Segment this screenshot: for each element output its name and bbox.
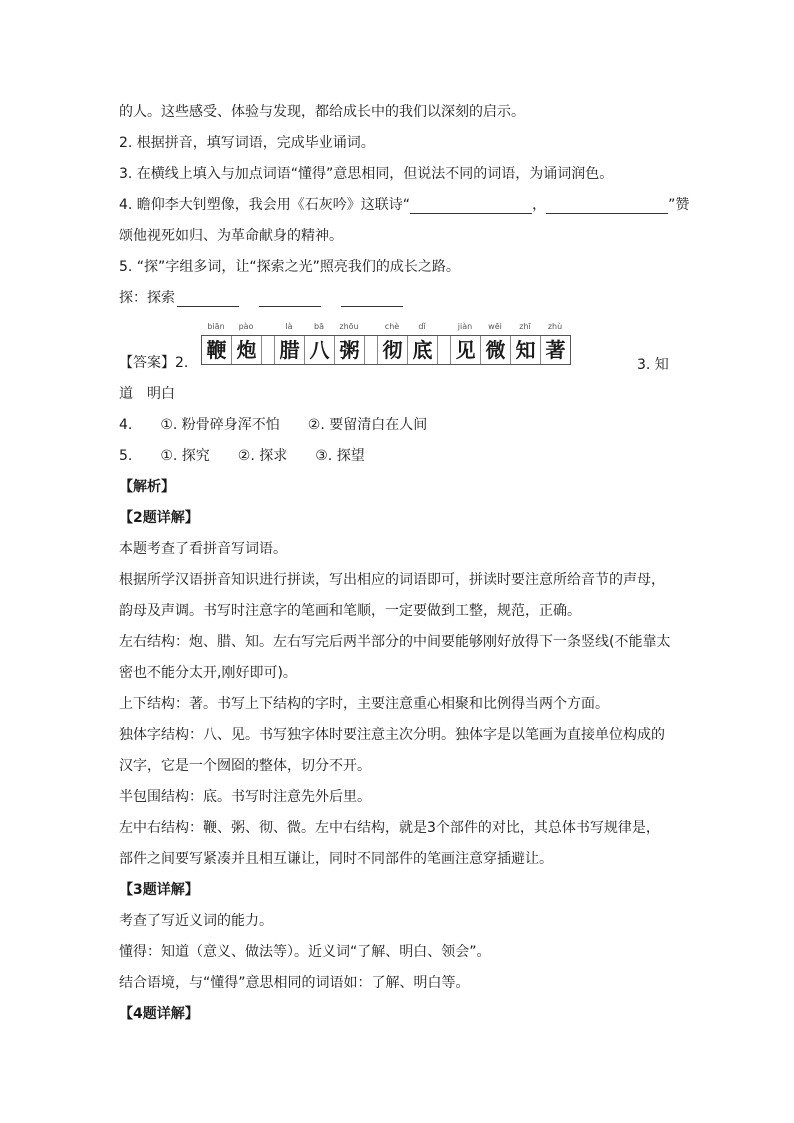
pinyin-label: biān xyxy=(207,322,225,331)
tan-prefix: 探：探索 xyxy=(119,290,175,306)
pinyin-label xyxy=(261,321,274,335)
grid-spacer-cell xyxy=(262,336,275,364)
pinyin-character-grid xyxy=(201,321,571,365)
paragraph: 本题考查了看拼音写词语。 xyxy=(119,541,287,557)
paragraph: 韵母及声调。书写时注意字的笔画和笔顺，一定要做到工整，规范，正确。 xyxy=(119,603,581,619)
pinyin-label: dǐ xyxy=(418,322,426,331)
answer-5: 5. ①. 探究 ②. 探求 ③. 探望 xyxy=(119,448,365,464)
answer-3-content: 道 明白 xyxy=(119,386,175,402)
character-cell: 底 xyxy=(408,336,438,364)
answer-3-number: 3. 知 xyxy=(637,357,669,373)
pinyin-label: chè xyxy=(384,322,400,331)
paragraph: 左右结构：炮、腊、知。左右写完后两半部分的中间要能够刚好放得下一条竖线(不能靠太 xyxy=(119,634,671,650)
question-3: 3. 在横线上填入与加点词语“懂得”意思相同，但说法不同的词语，为诵词润色。 xyxy=(119,166,614,182)
answer-4: 4. ①. 粉骨碎身浑不怕 ②. 要留清白在人间 xyxy=(119,417,428,433)
q2-heading: 【2题详解】 xyxy=(119,510,199,526)
q4-heading: 【4题详解】 xyxy=(119,1006,199,1022)
question-5: 5. “探”字组多词，让“探索之光”照亮我们的成长之路。 xyxy=(119,259,460,275)
paragraph: 考查了写近义词的能力。 xyxy=(119,913,273,929)
paragraph: 结合语境，与“懂得”意思相同的词语如：了解、明白等。 xyxy=(119,975,470,991)
text-line-1: 的人。这些感受、体验与发现，都给成长中的我们以深刻的启示。 xyxy=(119,104,525,120)
pinyin-label: zhōu xyxy=(339,322,359,331)
answer-blank[interactable] xyxy=(546,199,668,214)
character-cell: 见 xyxy=(451,336,481,364)
paragraph: 懂得：知道（意义、做法等）。近义词“了解、明白、领会”。 xyxy=(119,944,491,960)
question-2: 2. 根据拼音，填写词语，完成毕业诵词。 xyxy=(119,135,375,151)
question-4-line-1 xyxy=(119,196,689,214)
answer-label: 【答案】2. xyxy=(119,355,189,371)
tan-word-line xyxy=(119,289,403,307)
answer-blank[interactable] xyxy=(341,292,403,307)
paragraph: 根据所学汉语拼音知识进行拼读，写出相应的词语即可，拼读时要注意所给音节的声母， xyxy=(119,572,665,588)
paragraph: 上下结构：著。书写上下结构的字时，主要注意重心相聚和比例得当两个方面。 xyxy=(119,696,609,712)
paragraph: 密也不能分太开,刚好即可)。 xyxy=(119,665,297,681)
pinyin-label: wēi xyxy=(488,322,502,331)
question-4-comma: ， xyxy=(532,197,547,213)
paragraph: 半包围结构：底。书写时注意先外后里。 xyxy=(119,789,371,805)
character-cell: 知 xyxy=(511,336,541,364)
pinyin-label xyxy=(437,321,450,335)
pinyin-label: jiàn xyxy=(457,322,473,331)
character-cell: 彻 xyxy=(378,336,408,364)
character-cell: 鞭 xyxy=(202,336,232,364)
paragraph: 左中右结构：鞭、粥、彻、微。左中右结构，就是3个部件的对比，其总体书写规律是， xyxy=(119,820,660,836)
answer-blank[interactable] xyxy=(410,199,532,214)
question-4-line-2: 颂他视死如归、为革命献身的精神。 xyxy=(119,228,343,244)
analysis-title: 【解析】 xyxy=(119,479,175,495)
answer-blank[interactable] xyxy=(177,292,239,307)
character-cell: 微 xyxy=(481,336,511,364)
character-cell: 炮 xyxy=(232,336,262,364)
character-cell: 八 xyxy=(305,336,335,364)
q3-heading: 【3题详解】 xyxy=(119,882,199,898)
answer-blank[interactable] xyxy=(259,292,321,307)
grid-spacer-cell xyxy=(365,336,378,364)
pinyin-label: bā xyxy=(314,322,324,331)
character-cell: 腊 xyxy=(275,336,305,364)
question-4-suffix: ”赞 xyxy=(668,197,690,213)
paragraph: 独体字结构：八、见。书写独字体时要注意主次分明。独体字是以笔画为直接单位构成的 xyxy=(119,727,665,743)
pinyin-label: zhī xyxy=(519,322,531,331)
pinyin-label: pào xyxy=(238,322,254,331)
paragraph: 汉字，它是一个囫囵的整体，切分不开。 xyxy=(119,758,371,774)
character-cell: 粥 xyxy=(335,336,365,364)
pinyin-label xyxy=(364,321,377,335)
character-cell: 著 xyxy=(545,338,566,362)
pinyin-label: là xyxy=(285,322,293,331)
grid-spacer-cell xyxy=(438,336,451,364)
question-4-prefix: 4. 瞻仰李大钊塑像，我会用《石灰吟》这联诗“ xyxy=(119,197,411,213)
paragraph: 部件之间要写紧凑并且相互谦让，同时不同部件的笔画注意穿插避让。 xyxy=(119,851,553,867)
pinyin-label: zhù xyxy=(547,322,563,331)
